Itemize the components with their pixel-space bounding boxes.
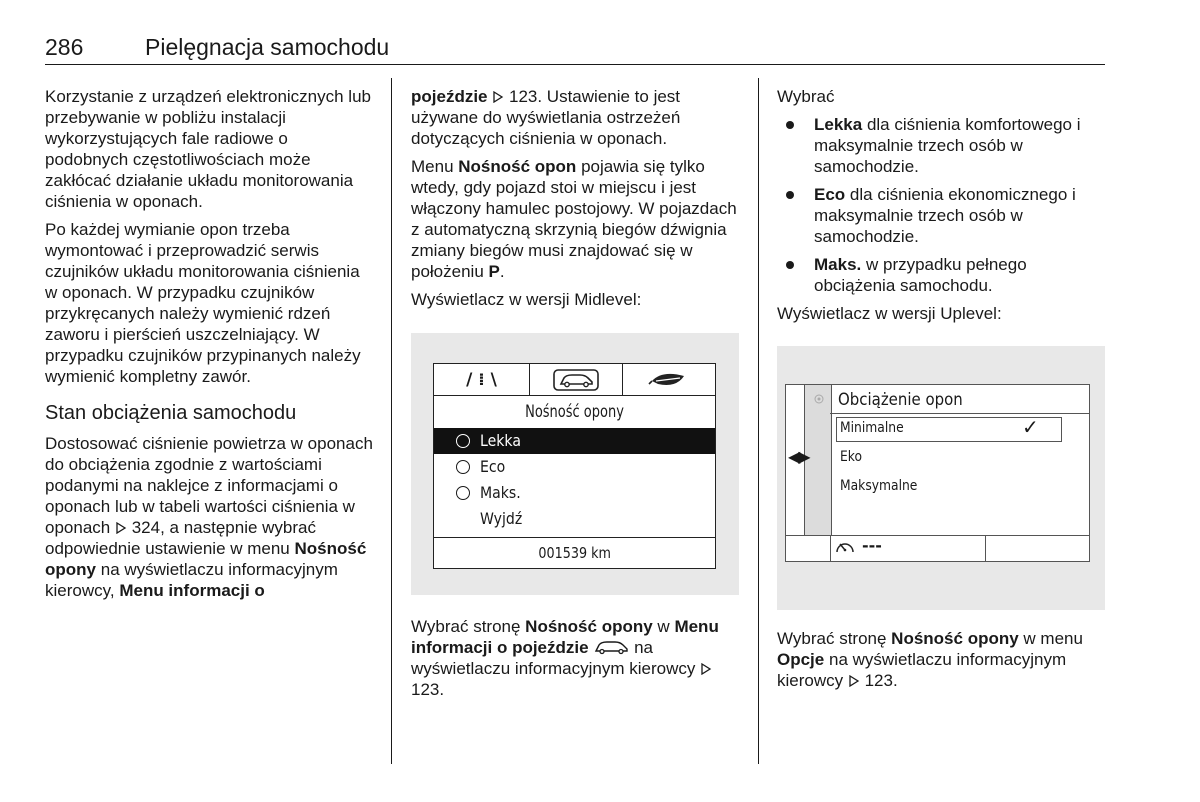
uplevel-bottom-rule [786, 535, 1089, 536]
bullet-icon [786, 261, 794, 269]
col2-p4-bold-1: Nośność opony [525, 617, 653, 636]
col3-p5-end: . [892, 671, 898, 690]
bullet-icon [786, 191, 794, 199]
col2-bottom [411, 616, 746, 707]
list-item [777, 254, 1097, 296]
col1-paragraph-1: Korzystanie z urządzeń elektronicznych lub przebywanie w pobliżu instalacji wykorzystujących fale radiowe o podobnych częstotliwościach może zakłócać działanie układu monitorowania ciśnienia w oponach. [45, 87, 371, 211]
col2-paragraph-4 [411, 616, 746, 700]
item-eko[interactable]: Eko [840, 449, 863, 465]
midlevel-menu-title: Nośność opony [525, 402, 624, 422]
col1-p3-text-c: na wyświetlaczu informacyjnym kierowcy, [45, 560, 338, 600]
option-eco[interactable] [434, 454, 715, 480]
uplevel-display-figure [777, 346, 1105, 610]
col3-p5-bold-1: Nośność opony [891, 629, 1019, 648]
uplevel-bottom-value: --- [862, 536, 882, 555]
load-options-list [777, 114, 1097, 296]
radio-icon [456, 486, 470, 500]
odometer-value: 001539 km [538, 544, 611, 562]
col3-p5-bold-2: Opcje [777, 650, 825, 669]
col2-p2-text-a: Menu [411, 157, 454, 176]
col3-paragraph-final [777, 628, 1097, 691]
column-divider-2 [758, 78, 759, 764]
col2-p2-bold-2: P [488, 262, 500, 281]
col2-p2-bold: Nośność opon [458, 157, 577, 176]
option-label: Maks. [480, 483, 521, 502]
list-item-text: w przypadku pełnego obciążenia samochodu. [814, 255, 1027, 295]
eco-leaf-icon-tab [621, 364, 715, 395]
radio-icon [456, 460, 470, 474]
col2-p1-bold: pojeździe [411, 87, 488, 106]
column-1 [45, 86, 375, 608]
exit-label: Wyjdź [480, 509, 523, 528]
list-item-bold: Lekka [814, 115, 863, 134]
col2-paragraph-3: Wyświetlacz w wersji Midlevel: [411, 290, 642, 309]
col1-p3-text-a: Dostosować ciśnienie powietrza w oponach do obciążenia zgodnie z wartościami podanymi na naklejce z informacjami o oponach lub w tabeli wartości ciśnienia w oponach [45, 434, 373, 537]
left-right-arrows-icon[interactable]: ◀▶ [788, 447, 809, 466]
uplevel-title-rule [830, 413, 1089, 414]
col2-p4-end: . [439, 680, 445, 699]
col2-p4-text-c: na wyświetlaczu informacyjnym kierowcy [411, 638, 696, 678]
uplevel-bottom-divider [830, 535, 831, 561]
odometer-bar [434, 537, 715, 568]
uplevel-bottom-divider [985, 535, 986, 561]
faint-settings-icon [813, 393, 825, 405]
column-2 [411, 86, 746, 317]
option-label: Lekka [480, 431, 521, 450]
column-divider-1 [391, 78, 392, 764]
midlevel-tab-bar [434, 364, 715, 396]
col2-p4-text-b: w [657, 617, 670, 636]
page-ref-arrow-icon [848, 675, 860, 687]
col2-p2-text-b: pojawia się tylko wtedy, gdy pojazd stoi w miejscu i jest włączony hamulec postojowy. W pojazdach z automatyczną skrzynią biegów dźwignia zmiany biegów musi znajdować się w położeniu [411, 157, 737, 281]
uplevel-screen [785, 384, 1090, 562]
item-maksymalne[interactable]: Maksymalne [840, 478, 918, 494]
page-ref-arrow-icon [115, 522, 127, 534]
col1-p3-bold-2: Menu informacji o [119, 581, 265, 600]
item-minimalne[interactable]: Minimalne [840, 420, 904, 436]
list-item-bold: Maks. [814, 255, 862, 274]
speedometer-icon [834, 538, 856, 556]
col3-p5-text-c: na wyświetlaczu informacyjnym kierowcy [777, 650, 1067, 690]
vehicle-icon-tab [529, 364, 623, 395]
option-exit[interactable] [434, 506, 715, 532]
page-number: 286 [45, 34, 84, 60]
leaf-icon [648, 371, 688, 389]
midlevel-display-figure [411, 333, 739, 595]
col3-intro: Wybrać [777, 87, 835, 106]
col1-paragraph-3 [45, 433, 375, 601]
col2-p2-end: . [499, 262, 505, 281]
car-icon [552, 369, 600, 391]
col3-bottom [777, 628, 1097, 698]
col3-uplevel-caption: Wyświetlacz w wersji Uplevel: [777, 304, 1002, 323]
option-maks[interactable] [434, 480, 715, 506]
page-header [45, 34, 1105, 64]
col1-p3-ref[interactable]: 324 [131, 518, 161, 537]
option-label: Eco [480, 457, 506, 476]
list-item-bold: Eco [814, 185, 846, 204]
list-item [777, 114, 1097, 177]
radio-icon [456, 434, 470, 448]
uplevel-menu-title: Obciążenie opon [838, 390, 963, 410]
list-item [777, 184, 1097, 247]
col1-p3-text-b: , a następnie wybrać odpowiednie ustawienie w menu [45, 518, 316, 558]
col1-p3-bold-1: Nośność opony [45, 539, 367, 579]
column-3 [777, 86, 1097, 331]
col2-paragraph-1 [411, 86, 746, 149]
car-icon [593, 639, 629, 655]
list-item-text: dla ciśnienia komfortowego i maksymalnie trzech osób w samochodzie. [814, 115, 1081, 176]
checkmark-icon: ✓ [1022, 415, 1039, 439]
road-icon-tab [434, 364, 529, 395]
col2-p4-ref[interactable]: 123 [411, 680, 440, 699]
page-ref-arrow-icon [700, 663, 712, 675]
col3-p5-text-a: Wybrać stronę [777, 629, 887, 648]
midlevel-screen [433, 363, 716, 569]
col2-paragraph-2 [411, 156, 746, 282]
option-lekka[interactable] [434, 428, 715, 454]
page-title: Pielęgnacja samochodu [145, 34, 390, 60]
road-icon: / ⁞ \ [466, 369, 497, 390]
page-ref-arrow-icon [492, 91, 504, 103]
col2-p1-ref[interactable]: 123 [508, 87, 538, 106]
col2-p1-rest: . Ustawienie to jest używane do wyświetlania ostrzeżeń dotyczących ciśnienia w oponach. [411, 87, 681, 148]
col3-p5-ref[interactable]: 123 [864, 671, 893, 690]
col2-p4-bold-2: Menu informacji o pojeździe [411, 617, 719, 657]
col3-p5-text-b: w menu [1023, 629, 1083, 648]
col1-paragraph-2: Po każdej wymianie opon trzeba wymontować i przeprowadzić serwis czujników układu monitorowania ciśnienia w oponach. W przypadku czujników przykręcanych należy wymienić rdzeń zaworu i pierścień uszczelniający. W przypadku czujników przypinanych należy wymienić kompletny zawór. [45, 220, 361, 386]
list-item-text: dla ciśnienia ekonomicznego i maksymalnie trzech osób w samochodzie. [814, 185, 1076, 246]
col2-p4-text-a: Wybrać stronę [411, 617, 521, 636]
section-heading: Stan obciążenia samochodu [45, 402, 297, 424]
bullet-icon [786, 121, 794, 129]
header-rule [45, 64, 1105, 65]
